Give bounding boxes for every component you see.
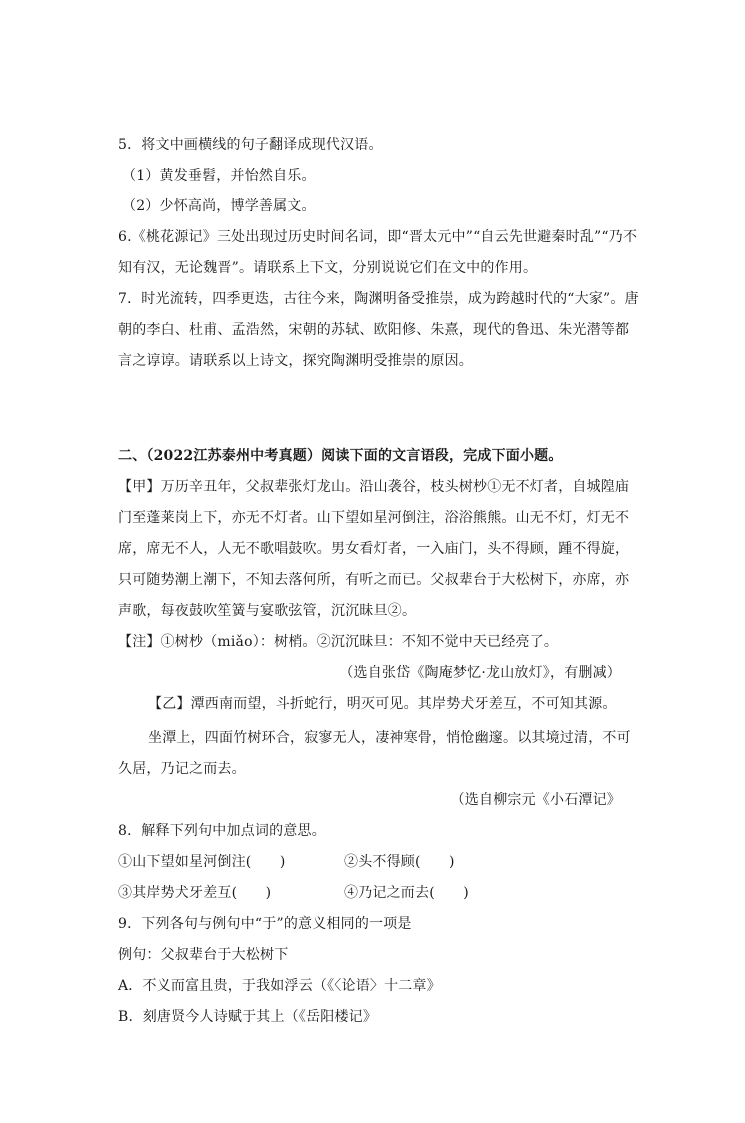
question-8-prompt: 8．解释下列句中加点词的意思。 bbox=[118, 823, 326, 839]
question-9-option-a: A．不义而富且贵，于我如浮云（《〈论语〉十二章》 bbox=[118, 978, 441, 994]
question-9-example: 例句：父叔辈台于大松树下 bbox=[118, 947, 289, 963]
passage-b-source: （选自柳宗元《小石潭记》 bbox=[450, 792, 621, 808]
question-7-line-2: 朝的李白、杜甫、孟浩然，宋朝的苏轼、欧阳修、朱熹，现代的鲁迅、朱光潜等都 bbox=[118, 322, 630, 338]
passage-a-line-4: 只可随势潮上潮下，不知去落何所，有听之而已。父叔辈台于大松树下，亦席，亦 bbox=[118, 572, 630, 588]
question-5-item-2: （2）少怀高尚，博学善属文。 bbox=[122, 198, 316, 214]
passage-b-line-1: 【乙】潭西南而望，斗折蛇行，明灭可见。其岸势犬牙差互，不可知其源。 bbox=[148, 696, 617, 712]
question-8-item-d: ④乃记之而去( ) bbox=[344, 885, 469, 901]
question-7-line-1: 7．时光流转，四季更迭，古往今来，陶渊明备受推崇，成为跨越时代的“大家”。唐 bbox=[118, 291, 639, 307]
question-7-line-3: 言之谆谆。请联系以上诗文，探究陶渊明受推崇的原因。 bbox=[118, 353, 473, 369]
passage-a-line-3: 席，席无不人，人无不歌唱鼓吹。男女看灯者，一入庙门，头不得顾，踵不得旋， bbox=[118, 541, 630, 557]
passage-a-source: （选自张岱《陶庵梦忆·龙山放灯》，有删减） bbox=[339, 665, 621, 681]
passage-b-line-3: 久居，乃记之而去。 bbox=[118, 761, 246, 777]
question-9-prompt: 9．下列各句与例句中“于”的意义相同的一项是 bbox=[118, 916, 412, 932]
passage-a-line-1: 【甲】万历辛丑年，父叔辈张灯龙山。沿山袭谷，枝头树杪①无不灯者，自城隍庙 bbox=[118, 479, 630, 495]
question-6-line-2: 知有汉，无论魏晋”。请联系上下文，分别说说它们在文中的作用。 bbox=[118, 260, 538, 276]
question-5-prompt: 5．将文中画横线的句子翻译成现代汉语。 bbox=[118, 137, 383, 153]
passage-a-line-5: 声歌，每夜鼓吹笙簧与宴歌弦管，沉沉昧旦②。 bbox=[118, 603, 417, 619]
question-9-option-b: B．刻唐贤今人诗赋于其上（《岳阳楼记》 bbox=[118, 1009, 378, 1025]
question-8-item-c: ③其岸势犬牙差互( ) bbox=[118, 885, 272, 901]
question-6-line-1: 6.《桃花源记》三处出现过历史时间名词，即“晋太元中”“自云先世避秦时乱”“乃不 bbox=[118, 229, 638, 245]
annotation-note: 【注】①树杪（miǎo）：树梢。②沉沉昧旦：不知不觉中天已经亮了。 bbox=[118, 634, 559, 650]
question-8-item-a: ①山下望如星河倒注( ) bbox=[118, 854, 286, 870]
question-8-item-b: ②头不得顾( ) bbox=[344, 854, 455, 870]
section-2-heading: 二、（2022江苏泰州中考真题）阅读下面的文言语段，完成下面小题。 bbox=[118, 448, 563, 464]
passage-b-line-2: 坐潭上，四面竹树环合，寂寥无人，凄神寒骨，悄怆幽邃。以其境过清，不可 bbox=[148, 730, 631, 746]
question-5-item-1: （1）黄发垂髫，并怡然自乐。 bbox=[122, 168, 316, 184]
passage-a-line-2: 门至蓬莱岗上下，亦无不灯者。山下望如星河倒注，浴浴熊熊。山无不灯，灯无不 bbox=[118, 510, 630, 526]
